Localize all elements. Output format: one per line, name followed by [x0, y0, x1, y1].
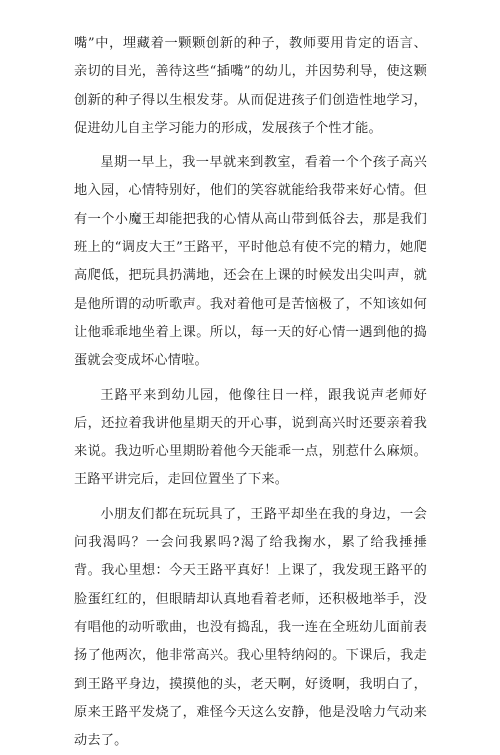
paragraph-1: 嘴”中，埋藏着一颗颗创新的种子，教师要用肯定的语言、亲切的目光，善待这些“插嘴”的幼儿，并因势利导，使这颗创新的种子得以生根发芽。从而促进孩子们创造性地学习，促进幼儿自主学习能力的形成，发展孩子个性才能。 — [74, 36, 427, 136]
paragraph-3: 王路平来到幼儿园，他像往日一样，跟我说声老师好后，还拉着我讲他星期天的开心事，说到高兴时还要亲着我来说。我边听心里期盼着他今天能乖一点，别惹什么麻烦。王路平讲完后，走回位置坐了下来。 — [74, 387, 427, 488]
paragraph-2: 星期一早上，我一早就来到教室，看着一个个孩子高兴地入园，心情特别好，他们的笑容就能给我带来好心情。但有一个小魔王却能把我的心情从高山带到低谷去，那是我们班上的“调皮大王”王路平，平时他总有使不完的精力，她爬高爬低，把玩具扔满地，还会在上课的时候发出尖叫声，就是他所谓的动听歌声。我对着他可是苦恼极了，不知该如何让他乖乖地坐着上课。所以，每一天的好心情一遇到他的捣蛋就会变成坏心情啦。 — [74, 155, 427, 369]
document-body — [74, 30, 427, 755]
paragraph-4: 小朋友们都在玩玩具了，王路平却坐在我的身边，一会问我渴吗？一会问我累吗?渴了给我掬水，累了给我捶捶背。我心里想：今天王路平真好！上课了，我发现王路平的脸蛋红红的，但眼睛却认真地看着老师，还积极地举手，没有唱他的动听歌曲，也没有捣乱，我一连在全班幼儿面前表扬了他两次，他非常高兴。我心里特纳闷的。下课后，我走到王路平身边，摸摸他的头，老天啊，好烫啊，我明白了，原来王路平发烧了，难怪今天这么安静，他是没啥力气动来动去了。 — [74, 506, 427, 749]
